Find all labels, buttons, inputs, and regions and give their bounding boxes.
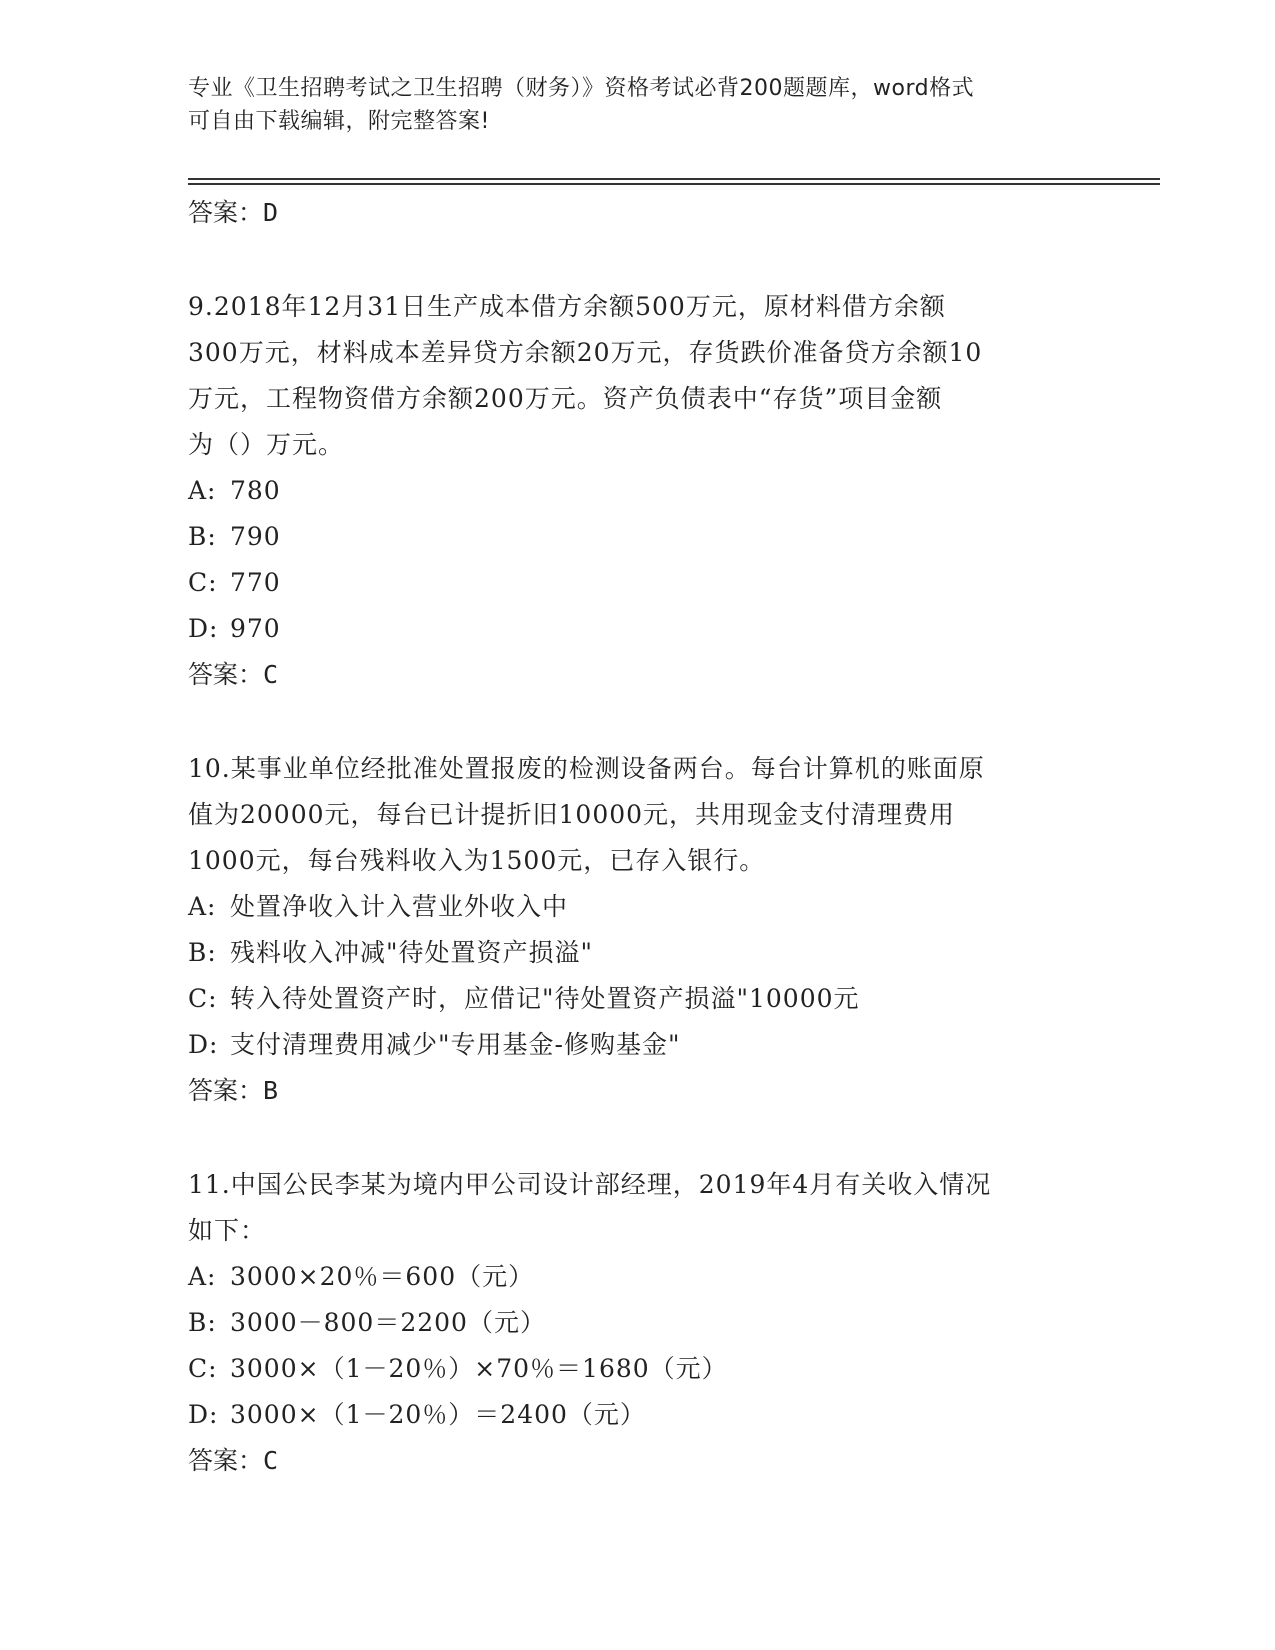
option-d (188, 1392, 1088, 1438)
answer-label: 答案： (188, 198, 264, 227)
option-letter: D: (188, 1030, 219, 1059)
option-letter: C: (188, 1354, 218, 1383)
stem-line: 万元，工程物资借方余额200万元。资产负债表中“存货”项目金额 (188, 384, 943, 413)
stem-line: 9.2018年12月31日生产成本借方余额500万元，原材料借方余额 (188, 292, 946, 321)
document-header (188, 72, 1068, 138)
option-letter: C: (188, 568, 218, 597)
question-block (188, 284, 1088, 698)
option-text: 3000×（1－20％）×70％＝1680（元） (230, 1354, 728, 1383)
question-stem (188, 1162, 1088, 1254)
option-text: 780 (230, 476, 281, 505)
question-block (188, 746, 1088, 1114)
answer-value: D (263, 198, 279, 227)
option-d (188, 1022, 1088, 1068)
option-letter: B: (188, 1308, 217, 1337)
option-a (188, 468, 1088, 514)
option-text: 转入待处置资产时，应借记"待处置资产损溢"10000元 (230, 984, 860, 1013)
answer-line (188, 190, 1088, 236)
question-stem (188, 746, 1088, 884)
answer-line (188, 652, 1088, 698)
header-line-1: 专业《卫生招聘考试之卫生招聘（财务）》资格考试必背200题题库，word格式 (188, 76, 975, 101)
option-text: 970 (230, 614, 281, 643)
option-letter: C: (188, 984, 218, 1013)
stem-line: 11.中国公民李某为境内甲公司设计部经理，2019年4月有关收入情况 (188, 1170, 992, 1199)
question-list (188, 190, 1088, 1484)
option-text: 支付清理费用减少"专用基金-修购基金" (230, 1030, 681, 1059)
option-letter: B: (188, 522, 217, 551)
option-d (188, 606, 1088, 652)
option-b (188, 514, 1088, 560)
question-stem (188, 284, 1088, 468)
spacer (188, 698, 1088, 746)
option-c (188, 1346, 1088, 1392)
header-divider-bottom (188, 183, 1160, 185)
stem-line: 300万元，材料成本差异贷方余额20万元，存货跌价准备贷方余额10 (188, 338, 983, 367)
option-a (188, 1254, 1088, 1300)
stem-line: 10.某事业单位经批准处置报废的检测设备两台。每台计算机的账面原 (188, 754, 985, 783)
option-text: 790 (230, 522, 281, 551)
header-divider-top (188, 178, 1160, 180)
option-text: 处置净收入计入营业外收入中 (230, 892, 569, 921)
option-a (188, 884, 1088, 930)
answer-label: 答案： (188, 1446, 264, 1475)
option-text: 3000×（1－20％）＝2400（元） (230, 1400, 646, 1429)
option-letter: D: (188, 614, 219, 643)
spacer (188, 236, 1088, 284)
spacer (188, 1114, 1088, 1162)
answer-value: B (263, 1076, 279, 1105)
option-b (188, 1300, 1088, 1346)
option-text: 3000－800＝2200（元） (230, 1308, 546, 1337)
answer-value: C (263, 1446, 279, 1475)
option-b (188, 930, 1088, 976)
option-text: 残料收入冲减"待处置资产损溢" (230, 938, 593, 967)
option-letter: B: (188, 938, 217, 967)
stem-line: 如下： (188, 1216, 267, 1245)
option-letter: A: (188, 476, 217, 505)
option-c (188, 976, 1088, 1022)
option-letter: A: (188, 1262, 217, 1291)
option-text: 770 (230, 568, 281, 597)
header-line-2: 可自由下载编辑，附完整答案! (188, 109, 490, 134)
answer-line (188, 1068, 1088, 1114)
option-letter: D: (188, 1400, 219, 1429)
stem-line: 1000元，每台残料收入为1500元，已存入银行。 (188, 846, 766, 875)
stem-line: 为（）万元。 (188, 430, 345, 459)
question-block (188, 1162, 1088, 1484)
option-c (188, 560, 1088, 606)
option-text: 3000×20％＝600（元） (230, 1262, 535, 1291)
option-letter: A: (188, 892, 217, 921)
answer-line (188, 1438, 1088, 1484)
answer-value: C (263, 660, 279, 689)
answer-label: 答案： (188, 1076, 264, 1105)
stem-line: 值为20000元，每台已计提折旧10000元，共用现金支付清理费用 (188, 800, 956, 829)
answer-label: 答案： (188, 660, 264, 689)
